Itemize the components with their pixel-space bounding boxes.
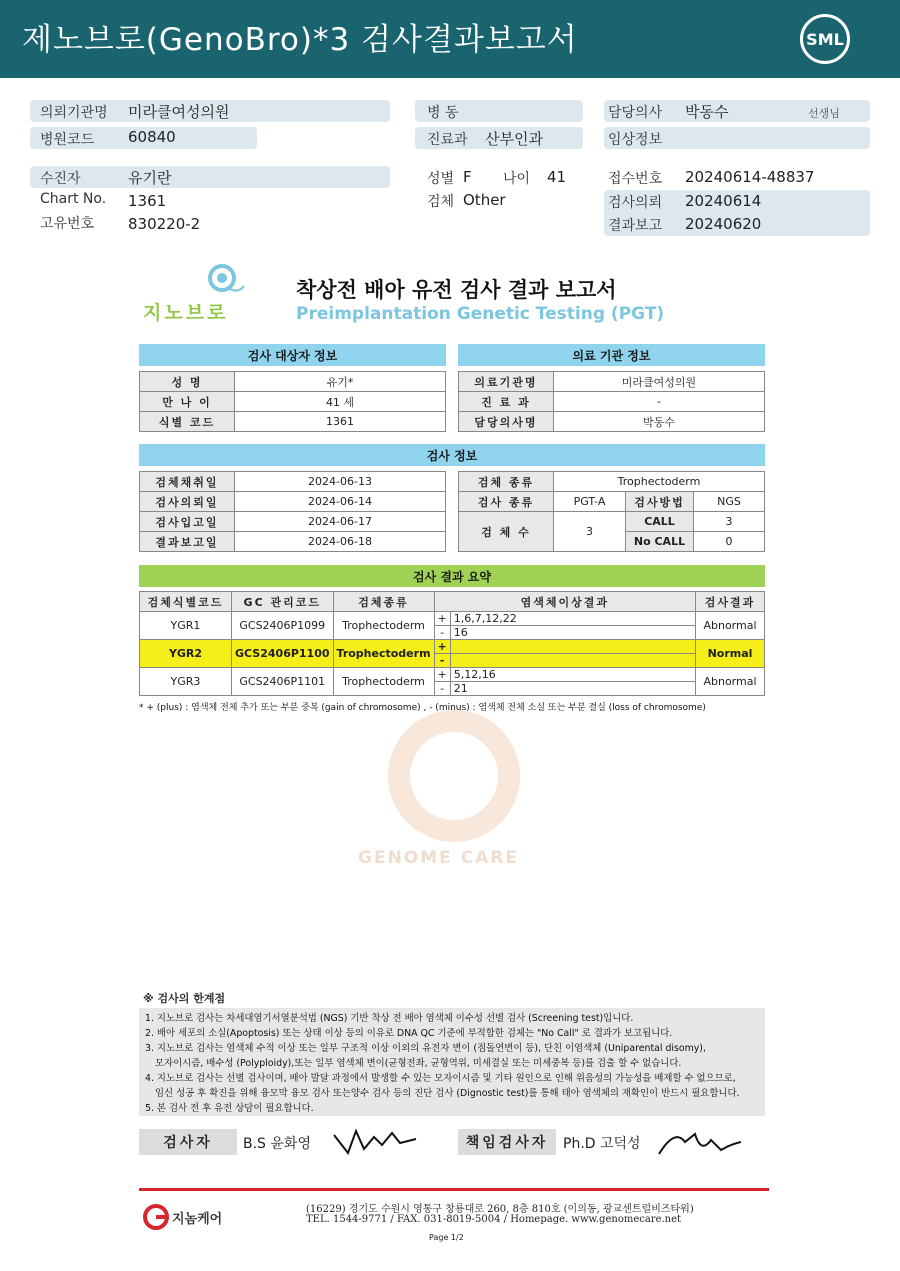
- gc-code: GCS2406P1100: [232, 640, 334, 668]
- unique-value: 830220-2: [128, 215, 201, 233]
- genobro-logo-icon: [198, 264, 246, 298]
- date-key: 검사입고일: [140, 512, 235, 532]
- col-header: 염색체이상결과: [434, 592, 695, 612]
- date-key: 검체채취일: [140, 472, 235, 492]
- limit-line: 2. 배아 세포의 소실(Apoptosis) 또는 상태 이상 등의 이유로 DNA QC 기준에 부적합한 검체는 "No Call" 로 결과가 보고됩니다.: [145, 1028, 673, 1039]
- minus-chromosomes: 16: [450, 626, 695, 640]
- footer-address: (16229) 경기도 수원시 영통구 창룡대로 260, 8층 810호 (이의동, 광교센트럴비즈타워): [306, 1204, 694, 1215]
- col-header: GC 관리코드: [232, 592, 334, 612]
- inst-key: 진 료 과: [459, 392, 554, 412]
- inst-value: 박동수: [554, 412, 765, 432]
- doctor-value: 박동수: [685, 103, 729, 121]
- specimen-label: 검체: [427, 194, 455, 210]
- limits-title: ※ 검사의 한계점: [143, 992, 226, 1005]
- spec-type-value: Trophectoderm: [554, 472, 765, 492]
- test-type-value: PGT-A: [554, 492, 626, 512]
- subject-band: 검사 대상자 정보: [139, 344, 446, 366]
- col-header: 검체식별코드: [140, 592, 232, 612]
- test-info-band: 검사 정보: [139, 444, 765, 466]
- minus-sign: -: [434, 626, 450, 640]
- call-value: 3: [694, 512, 765, 532]
- age-value: 41: [547, 168, 567, 186]
- limit-line: 3. 지노브로 검사는 염색체 수적 이상 또는 일부 구조적 이상 이외의 유전자 변이 (점돌연변이 등), 단친 이염색체 (Uniparental disomy),: [145, 1043, 706, 1054]
- page-number: Page 1/2: [429, 1233, 464, 1242]
- institution-band: 의료 기관 정보: [458, 344, 765, 366]
- patient-label: 수진자: [40, 171, 81, 187]
- call-key: CALL: [626, 512, 694, 532]
- chart-label: Chart No.: [40, 191, 107, 207]
- date-key: 결과보고일: [140, 532, 235, 552]
- report-title: 착상전 배아 유전 검사 결과 보고서: [296, 278, 617, 302]
- clinical-label: 임상정보: [608, 132, 663, 148]
- hosp-code-value: 60840: [128, 128, 176, 146]
- plus-sign: +: [434, 612, 450, 626]
- count-key: 검 체 수: [459, 512, 554, 552]
- inst-key: 의료기관명: [459, 372, 554, 392]
- limit-line: 5. 본 검사 전 후 유전 상담이 필요합니다.: [145, 1103, 314, 1114]
- sample-id: YGR1: [140, 612, 232, 640]
- age-label: 나이: [503, 171, 531, 187]
- patient-value: 유기란: [128, 169, 172, 187]
- plus-chromosomes: 5,12,16: [450, 668, 695, 682]
- col-header: 검체종류: [333, 592, 434, 612]
- unique-label: 고유번호: [40, 216, 95, 232]
- dept-value: 산부인과: [485, 130, 543, 148]
- table-row: [140, 668, 765, 682]
- doctor-suffix: 선생님: [808, 107, 840, 120]
- req-date-label: 검사의뢰: [608, 195, 663, 211]
- subject-value: 1361: [235, 412, 446, 432]
- subject-key: 만 나 이: [140, 392, 235, 412]
- test-method-table: [458, 471, 765, 552]
- subject-table: [139, 371, 446, 432]
- table-row: [140, 612, 765, 626]
- inst-key: 담당의사명: [459, 412, 554, 432]
- req-inst-label: 의뢰기관명: [40, 105, 108, 121]
- report-date-value: 20240620: [685, 215, 762, 233]
- resp-name: Ph.D 고덕성: [563, 1136, 641, 1152]
- chart-value: 1361: [128, 192, 167, 210]
- plus-chromosomes: 1,6,7,12,22: [450, 612, 695, 626]
- minus-sign: -: [434, 654, 450, 668]
- institution-table: [458, 371, 765, 432]
- table-row: [140, 640, 765, 654]
- tester-name: B.S 윤화영: [243, 1136, 311, 1152]
- date-value: 2024-06-14: [235, 492, 446, 512]
- minus-chromosomes: [450, 654, 695, 668]
- col-header: 검사결과: [696, 592, 765, 612]
- summary-footnote: * + (plus) : 염색체 전체 추가 또는 부분 중복 (gain of chromosome) , - (minus) : 염색체 전체 소실 또는 부분 결실 (loss of chromosome): [139, 703, 706, 713]
- sample-id: YGR2: [140, 640, 232, 668]
- nocall-value: 0: [694, 532, 765, 552]
- page-title: 제노브로(GenoBro)*3 검사결과보고서: [22, 22, 578, 58]
- limits-box: [139, 1008, 765, 1116]
- dept-label: 진료과: [427, 132, 468, 148]
- inst-value: -: [554, 392, 765, 412]
- gc-code: GCS2406P1099: [232, 612, 334, 640]
- genomecare-logo-icon: [142, 1204, 172, 1230]
- date-key: 검사의뢰일: [140, 492, 235, 512]
- req-date-value: 20240614: [685, 192, 762, 210]
- resp-signature-icon: [655, 1124, 745, 1160]
- watermark-text: GENOME CARE: [358, 848, 520, 868]
- subject-value: 유기*: [235, 372, 446, 392]
- sample-id: YGR3: [140, 668, 232, 696]
- date-value: 2024-06-18: [235, 532, 446, 552]
- method-value: NGS: [694, 492, 765, 512]
- footer-company: 지놈케어: [172, 1212, 223, 1227]
- test-dates-table: [139, 471, 446, 552]
- minus-chromosomes: 21: [450, 682, 695, 696]
- limit-line: 모자이시즘, 배수성 (Polyploidy),또는 일부 염색체 변이(균형전좌, 균형역위, 미세결실 또는 미세중복 등)를 검출 할 수 없습니다.: [155, 1058, 682, 1069]
- footer-divider: [139, 1188, 769, 1191]
- receipt-value: 20240614-48837: [685, 168, 815, 186]
- ward-label: 병 동: [427, 105, 459, 121]
- date-value: 2024-06-13: [235, 472, 446, 492]
- req-inst-value: 미라클여성의원: [128, 103, 230, 121]
- genome-care-watermark-icon: [388, 710, 520, 842]
- plus-sign: +: [434, 640, 450, 654]
- limit-line: 4. 지노브로 검사는 선별 검사이며, 배아 발달 과정에서 발생할 수 있는 모자이시즘 및 기타 원인으로 인해 위음성의 가능성을 배제할 수 없으므로,: [145, 1073, 736, 1084]
- doctor-label: 담당의사: [608, 105, 663, 121]
- subject-value: 41 세: [235, 392, 446, 412]
- plus-chromosomes: [450, 640, 695, 654]
- test-type-key: 검사 종류: [459, 492, 554, 512]
- subject-key: 식별 코드: [140, 412, 235, 432]
- receipt-label: 접수번호: [608, 171, 663, 187]
- minus-sign: -: [434, 682, 450, 696]
- report-date-label: 결과보고: [608, 218, 663, 234]
- patient-row: [30, 166, 390, 188]
- specimen-value: Other: [463, 191, 506, 209]
- resp-label: 책임검사자: [458, 1129, 556, 1155]
- inst-value: 미라클여성의원: [554, 372, 765, 392]
- limit-line: 1. 지노브로 검사는 차세대염기서열분석법 (NGS) 기반 착상 전 배아 염색체 이수성 선별 검사 (Screening test)입니다.: [145, 1013, 634, 1024]
- hosp-code-label: 병원코드: [40, 132, 95, 148]
- report-subtitle: Preimplantation Genetic Testing (PGT): [296, 304, 665, 324]
- spec-type-key: 검체 종류: [459, 472, 554, 492]
- sample-type: Trophectoderm: [333, 612, 434, 640]
- sex-value: F: [463, 168, 472, 186]
- result: Abnormal: [696, 612, 765, 640]
- footer-contact: TEL. 1544-9771 / FAX. 031-8019-5004 / Homepage. www.genomecare.net: [306, 1214, 682, 1225]
- summary-table: [139, 591, 765, 696]
- method-key: 검사방법: [626, 492, 694, 512]
- sml-logo: SML: [800, 14, 850, 64]
- limit-line: 임신 성공 후 확진을 위해 융모막 융모 검사 또는양수 검사 등의 진단 검사 (Dignostic test)를 통해 태아 염색체의 재확인이 반드시 필요합니다.: [155, 1088, 740, 1099]
- tester-label: 검사자: [139, 1129, 237, 1155]
- plus-sign: +: [434, 668, 450, 682]
- count-value: 3: [554, 512, 626, 552]
- tester-signature-icon: [330, 1125, 420, 1159]
- result: Abnormal: [696, 668, 765, 696]
- subject-key: 성 명: [140, 372, 235, 392]
- sample-type: Trophectoderm: [333, 668, 434, 696]
- result: Normal: [696, 640, 765, 668]
- genobro-brand: 지노브로: [143, 302, 229, 324]
- sample-type: Trophectoderm: [333, 640, 434, 668]
- nocall-key: No CALL: [626, 532, 694, 552]
- date-value: 2024-06-17: [235, 512, 446, 532]
- gc-code: GCS2406P1101: [232, 668, 334, 696]
- summary-band: 검사 결과 요약: [139, 565, 765, 587]
- sex-label: 성별: [427, 171, 455, 187]
